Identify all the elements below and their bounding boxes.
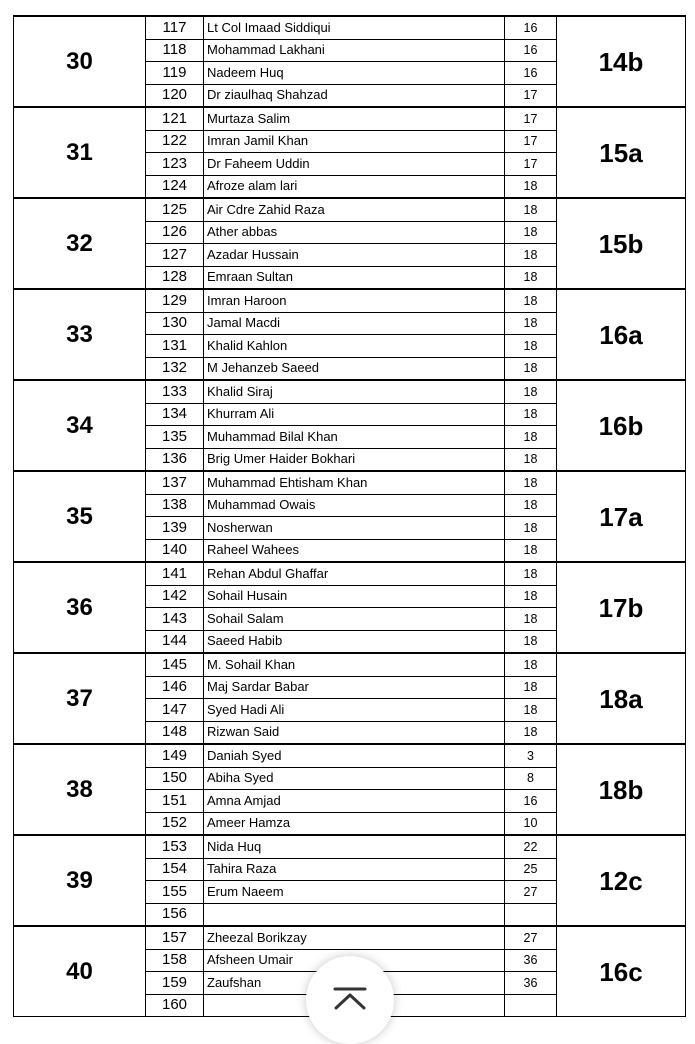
guest-value: 25 [505,858,557,881]
serial-number: 159 [146,972,204,995]
guest-value: 16 [505,62,557,85]
table-number: 15a [557,107,686,198]
serial-number: 155 [146,881,204,904]
group-number: 34 [14,380,146,471]
table-number: 18b [557,744,686,835]
serial-number: 124 [146,175,204,198]
table-row [14,107,686,130]
table-row [14,835,686,858]
guest-value: 3 [505,744,557,767]
serial-number: 120 [146,84,204,107]
table-number: 14b [557,16,686,107]
guest-value: 18 [505,676,557,699]
serial-number: 117 [146,16,204,39]
guest-value: 18 [505,539,557,562]
serial-number: 148 [146,721,204,744]
guest-name: M. Sohail Khan [204,653,505,676]
serial-number: 152 [146,812,204,835]
guest-name: Khalid Kahlon [204,335,505,358]
guest-value: 10 [505,812,557,835]
guest-value: 18 [505,266,557,289]
guest-name: Amna Amjad [204,790,505,813]
guest-name: Murtaza Salim [204,107,505,130]
guest-name: Imran Haroon [204,289,505,312]
guest-value: 18 [505,221,557,244]
serial-number: 122 [146,130,204,153]
serial-number: 149 [146,744,204,767]
guest-value: 18 [505,608,557,631]
guest-value: 18 [505,426,557,449]
guest-name: M Jehanzeb Saeed [204,357,505,380]
guest-name: Khalid Siraj [204,380,505,403]
serial-number: 119 [146,62,204,85]
guest-name: Afroze alam lari [204,175,505,198]
group-number: 33 [14,289,146,380]
guest-name: Muhammad Bilal Khan [204,426,505,449]
serial-number: 130 [146,312,204,335]
serial-number: 125 [146,198,204,221]
guest-value: 18 [505,471,557,494]
table-row [14,16,686,39]
guest-name: Syed Hadi Ali [204,699,505,722]
group-number: 30 [14,16,146,107]
guest-value: 18 [505,517,557,540]
guest-name: Khurram Ali [204,403,505,426]
guest-value: 18 [505,357,557,380]
serial-number: 140 [146,539,204,562]
serial-number: 139 [146,517,204,540]
guest-name: Brig Umer Haider Bokhari [204,448,505,471]
guest-value [505,903,557,926]
guest-name: Ameer Hamza [204,812,505,835]
guest-name: Nida Huq [204,835,505,858]
serial-number: 138 [146,494,204,517]
guest-value: 18 [505,244,557,267]
guest-value: 18 [505,380,557,403]
guest-value: 18 [505,198,557,221]
serial-number: 126 [146,221,204,244]
serial-number: 136 [146,448,204,471]
serial-number: 137 [146,471,204,494]
guest-value: 17 [505,130,557,153]
guest-value: 18 [505,630,557,653]
guest-name: Maj Sardar Babar [204,676,505,699]
guest-value: 18 [505,653,557,676]
guest-name: Lt Col Imaad Siddiqui [204,16,505,39]
guest-name: Daniah Syed [204,744,505,767]
serial-number: 118 [146,39,204,62]
group-number: 32 [14,198,146,289]
serial-number: 141 [146,562,204,585]
guest-value: 17 [505,84,557,107]
guest-value: 16 [505,16,557,39]
scroll-to-top-button[interactable] [306,956,394,1044]
guest-name [204,903,505,926]
serial-number: 135 [146,426,204,449]
guest-name: Dr Faheem Uddin [204,153,505,176]
guest-value: 18 [505,335,557,358]
serial-number: 158 [146,949,204,972]
group-number: 39 [14,835,146,926]
guest-value: 18 [505,448,557,471]
serial-number: 154 [146,858,204,881]
serial-number: 127 [146,244,204,267]
group-number: 31 [14,107,146,198]
guest-name: Zheezal Borikzay [204,926,505,949]
table-row [14,289,686,312]
guest-value: 22 [505,835,557,858]
guest-name: Emraan Sultan [204,266,505,289]
table-number: 16b [557,380,686,471]
guest-name: Air Cdre Zahid Raza [204,198,505,221]
table-number: 15b [557,198,686,289]
serial-number: 131 [146,335,204,358]
guest-name: Sohail Salam [204,608,505,631]
guest-value: 36 [505,972,557,995]
serial-number: 153 [146,835,204,858]
guest-name: Nosherwan [204,517,505,540]
table-number: 17b [557,562,686,653]
guest-name: Ather abbas [204,221,505,244]
seating-table [13,15,686,1017]
guest-value: 18 [505,403,557,426]
serial-number: 151 [146,790,204,813]
group-number: 38 [14,744,146,835]
guest-name: Nadeem Huq [204,62,505,85]
serial-number: 134 [146,403,204,426]
guest-name: Saeed Habib [204,630,505,653]
table-number: 16c [557,926,686,1017]
guest-value: 18 [505,699,557,722]
guest-name: Erum Naeem [204,881,505,904]
guest-value: 18 [505,494,557,517]
guest-value: 27 [505,926,557,949]
serial-number: 157 [146,926,204,949]
serial-number: 146 [146,676,204,699]
guest-value [505,994,557,1017]
serial-number: 156 [146,903,204,926]
serial-number: 142 [146,585,204,608]
serial-number: 123 [146,153,204,176]
guest-name: Mohammad Lakhani [204,39,505,62]
table-row [14,471,686,494]
guest-name: Rizwan Said [204,721,505,744]
serial-number: 147 [146,699,204,722]
guest-value: 18 [505,175,557,198]
table-number: 12c [557,835,686,926]
guest-name: Dr ziaulhaq Shahzad [204,84,505,107]
serial-number: 121 [146,107,204,130]
serial-number: 145 [146,653,204,676]
guest-name: Azadar Hussain [204,244,505,267]
guest-value: 16 [505,39,557,62]
guest-value: 18 [505,289,557,312]
guest-value: 18 [505,312,557,335]
serial-number: 128 [146,266,204,289]
guest-value: 27 [505,881,557,904]
guest-name: Muhammad Ehtisham Khan [204,471,505,494]
guest-name: Muhammad Owais [204,494,505,517]
table-row [14,744,686,767]
guest-name: Rehan Abdul Ghaffar [204,562,505,585]
guest-name: Imran Jamil Khan [204,130,505,153]
serial-number: 143 [146,608,204,631]
guest-name: Abiha Syed [204,767,505,790]
guest-name: Sohail Husain [204,585,505,608]
table-row [14,198,686,221]
guest-name: Afsheen Umair [204,949,505,972]
guest-value: 8 [505,767,557,790]
guest-name: Tahira Raza [204,858,505,881]
table-row [14,653,686,676]
guest-name: Jamal Macdi [204,312,505,335]
chevron-up-icon [332,986,368,1010]
guest-value: 17 [505,107,557,130]
guest-value: 17 [505,153,557,176]
serial-number: 129 [146,289,204,312]
serial-number: 132 [146,357,204,380]
group-number: 35 [14,471,146,562]
group-number: 40 [14,926,146,1017]
serial-number: 150 [146,767,204,790]
guest-name: Raheel Wahees [204,539,505,562]
guest-value: 16 [505,790,557,813]
guest-value: 18 [505,721,557,744]
table-number: 17a [557,471,686,562]
table-row [14,562,686,585]
guest-value: 18 [505,562,557,585]
serial-number: 133 [146,380,204,403]
guest-name: Zaufshan [204,972,505,995]
table-number: 18a [557,653,686,744]
group-number: 36 [14,562,146,653]
group-number: 37 [14,653,146,744]
serial-number: 160 [146,994,204,1017]
table-row [14,926,686,949]
serial-number: 144 [146,630,204,653]
table-row [14,380,686,403]
table-number: 16a [557,289,686,380]
guest-value: 36 [505,949,557,972]
guest-value: 18 [505,585,557,608]
